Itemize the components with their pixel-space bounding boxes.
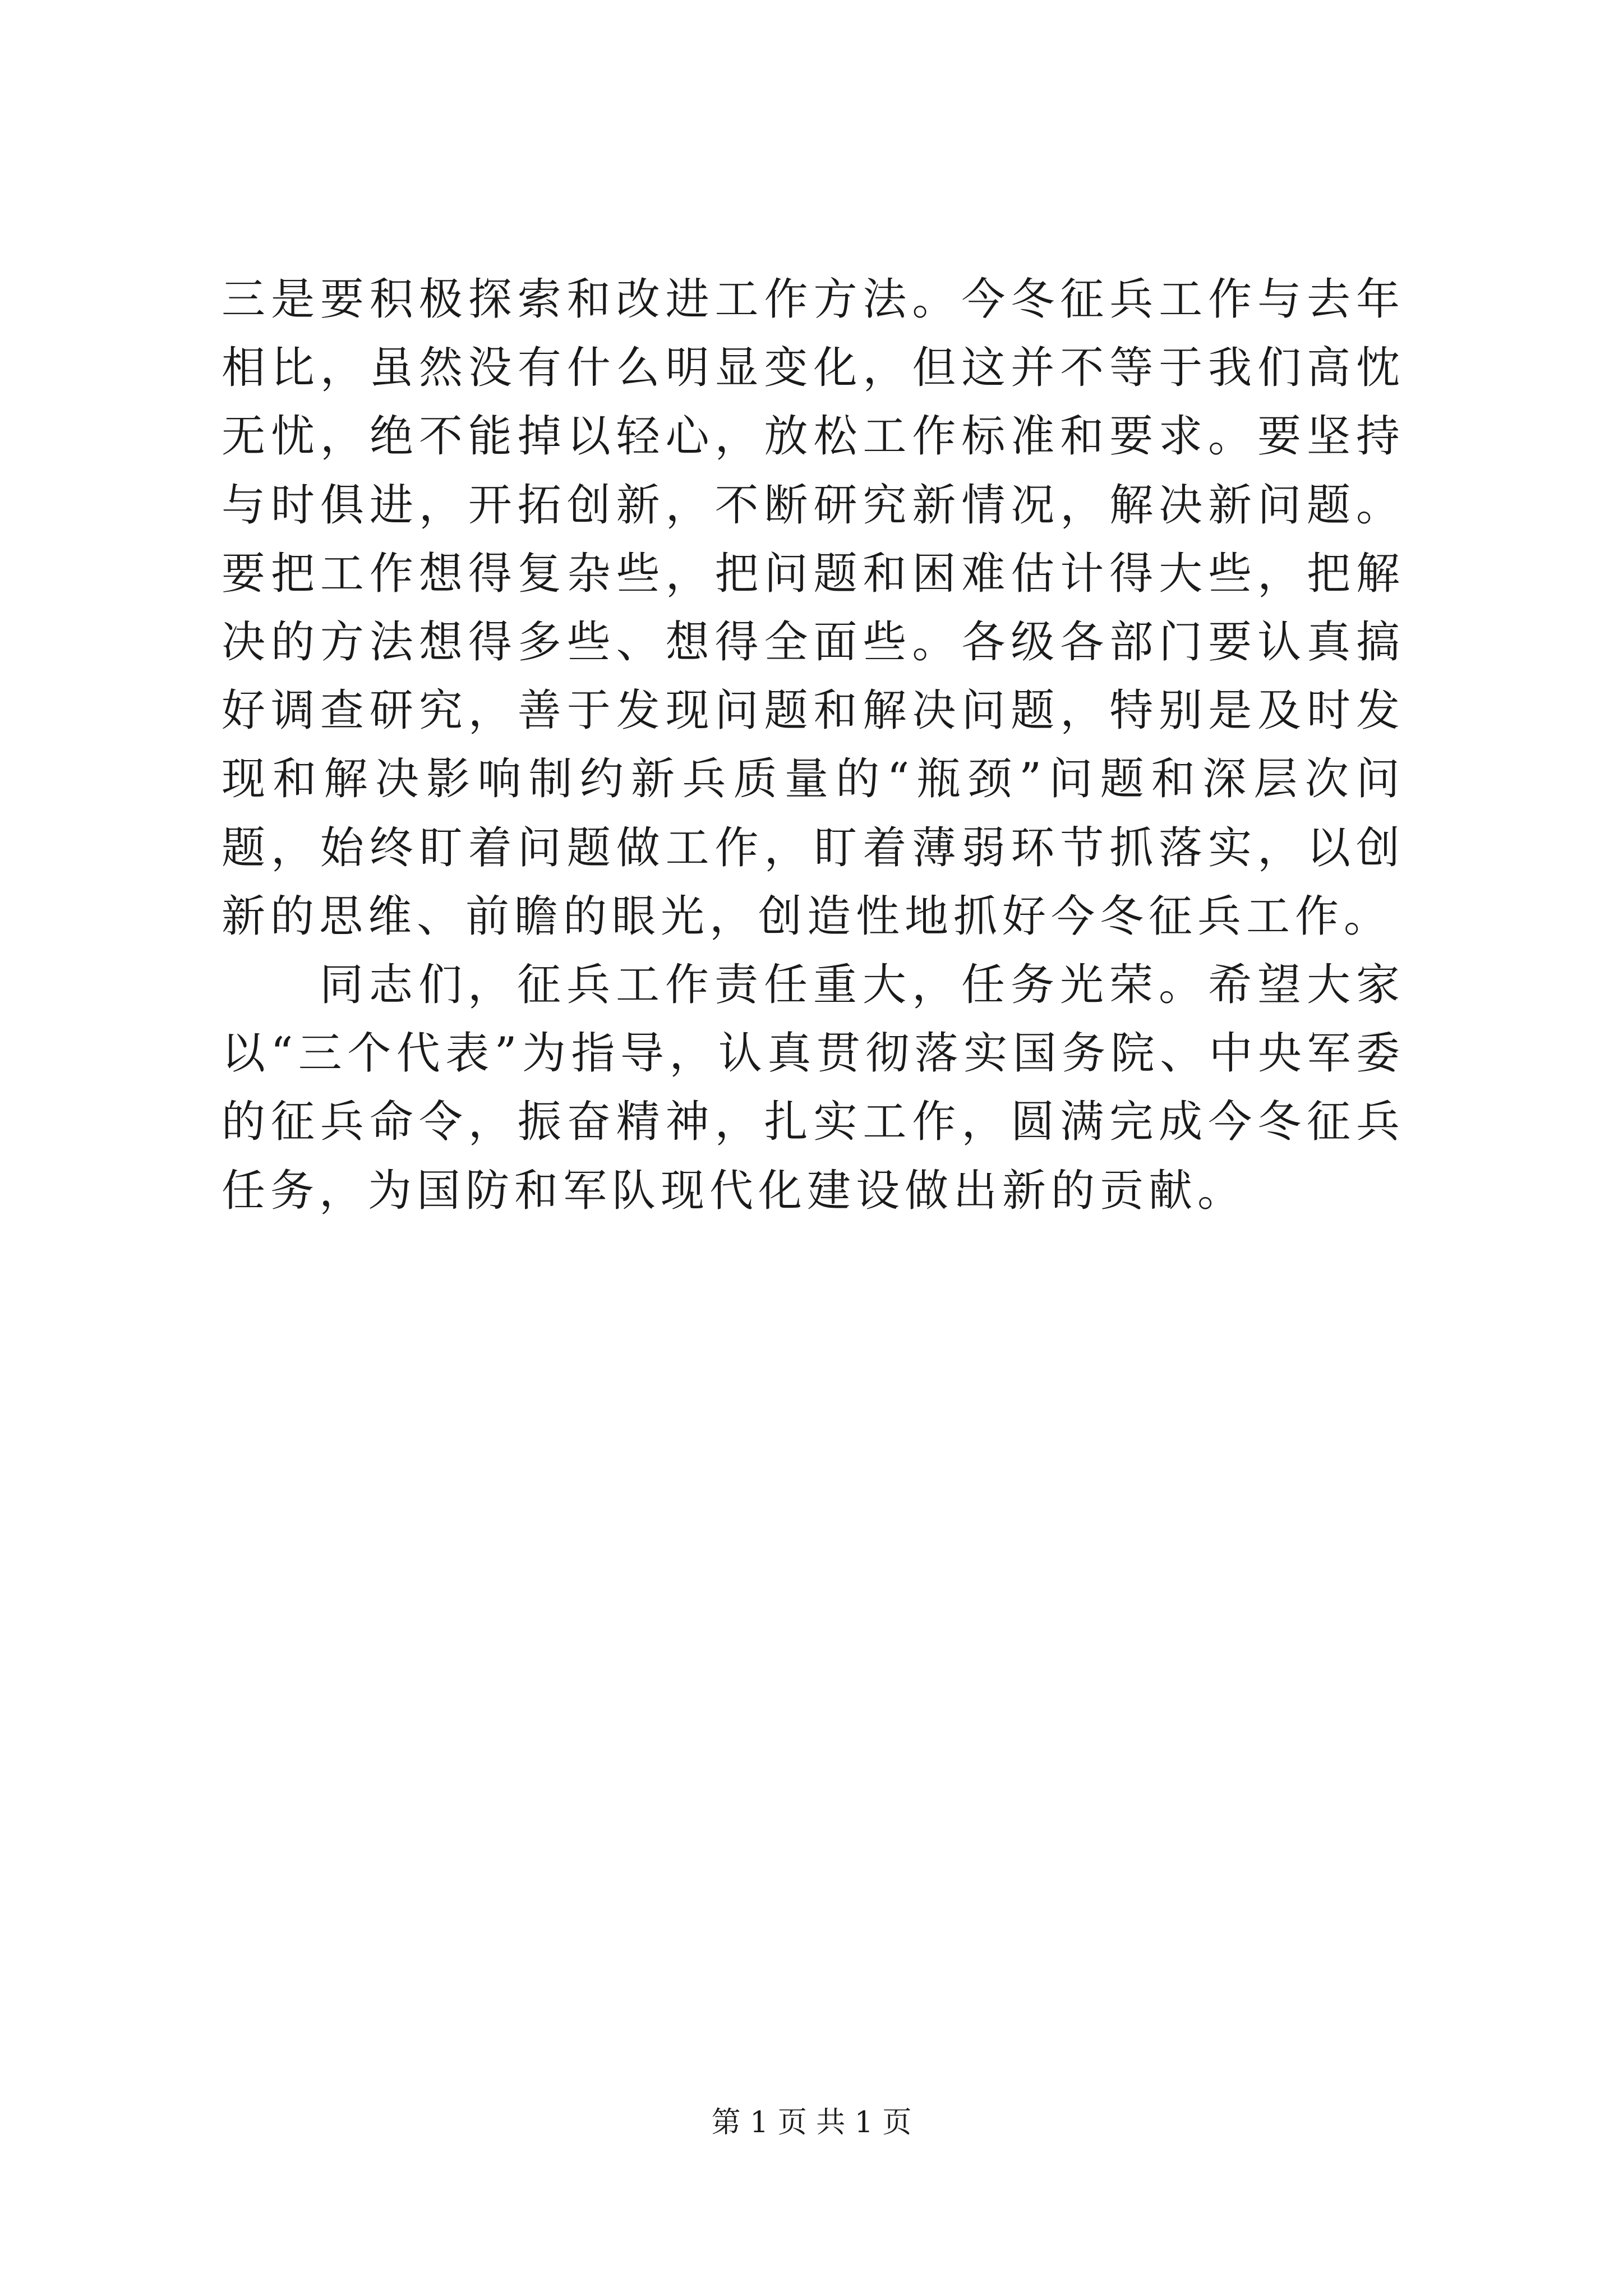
paragraph-closing-remarks: 同志们，征兵工作责任重大，任务光荣。希望大家以“三个代表”为指导，认真贯彻落实国务院、中央军委的征兵命令，振奋精神，扎实工作，圆满完成今冬征兵任务，为国防和军队现代化建设做出新的贡献。: [222, 960, 1405, 1216]
page-number-footer: 第 1 页 共 1 页: [711, 2106, 912, 2139]
paragraph-work-methods: 三是要积极探索和改进工作方法。今冬征兵工作与去年相比，虽然没有什么明显变化，但这并不等于我们高忱无忧，绝不能掉以轻心，放松工作标准和要求。要坚持与时俱进，开拓创新，不断研究新情况，解决新问题。要把工作想得复杂些，把问题和困难估计得大些，把解决的方法想得多些、想得全面些。各级各部门要认真搞好调查研究，善于发现问题和解决问题，特别是及时发现和解决影响制约新兵质量的“瓶颈”问题和深层次问题，始终盯着问题做工作，盯着薄弱环节抓落实，以创新的思维、前瞻的眼光，创造性地抓好今冬征兵工作。: [222, 274, 1405, 942]
document-body: [222, 265, 1405, 1225]
